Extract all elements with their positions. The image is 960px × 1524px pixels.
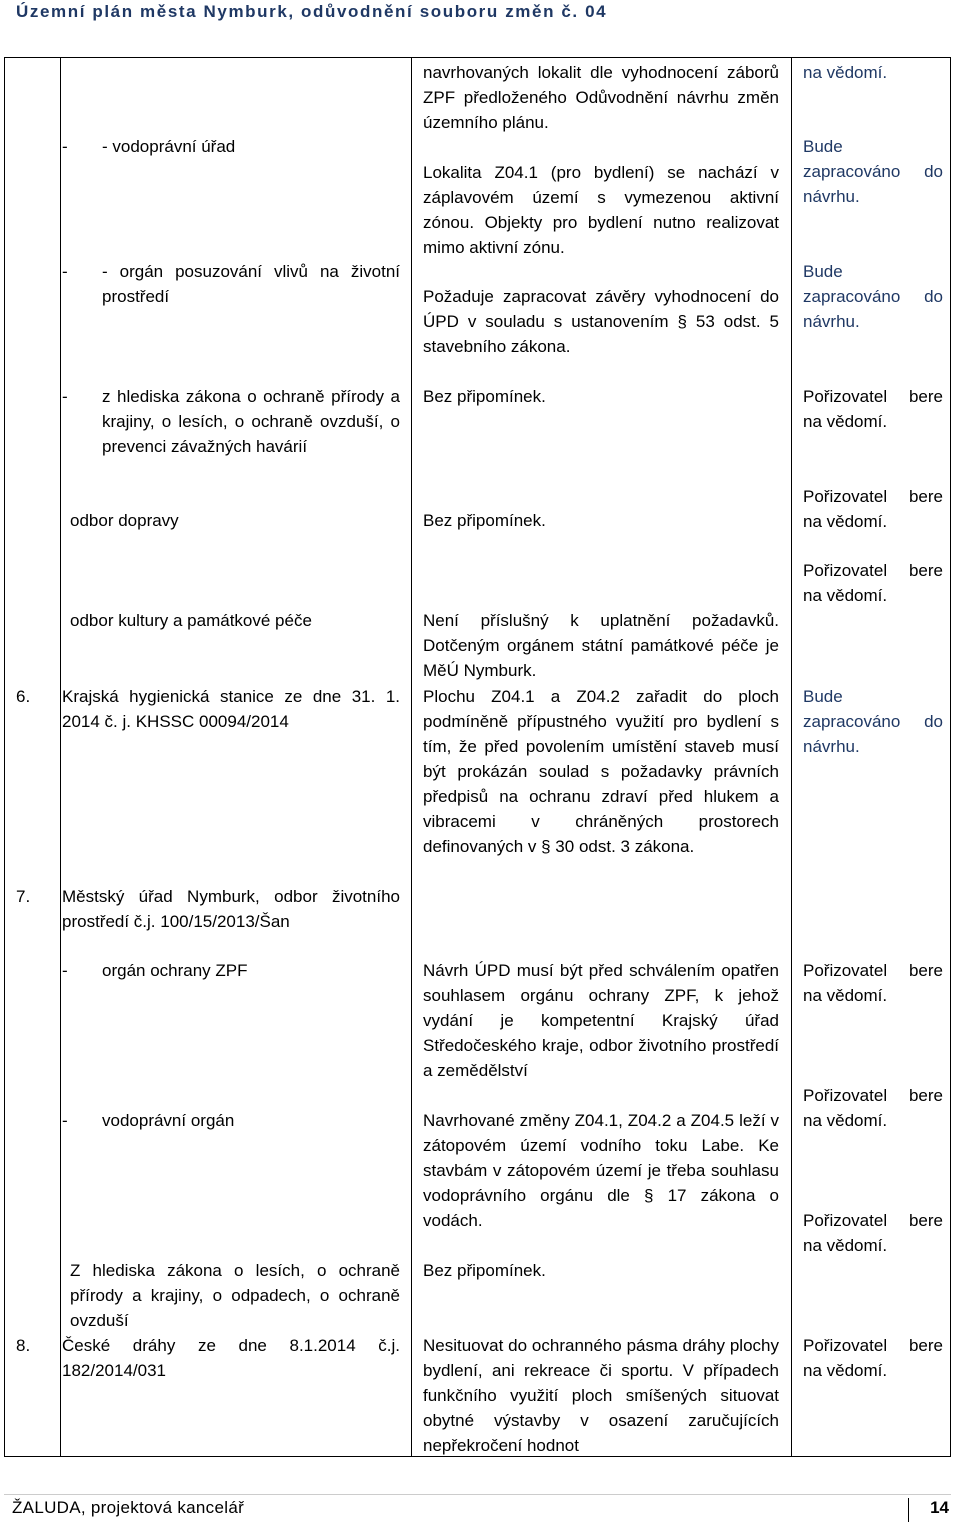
- item-organ-posuzovani-vlivu: - - orgán posuzování vlivů na životní prostředí: [62, 262, 400, 306]
- item-z-hlediska-zakona: Z hlediska zákona o lesích, o ochraně přírody a krajiny, o odpadech, o ochraně ovzduší: [70, 1261, 400, 1330]
- text-nesituovat: Nesituovat do ochranného pásma dráhy plochy bydlení, ani rekreace či sportu. V případech funkčního využití ploch smíšených situovat obytné výstavby v osazení zaručujících nepřekročení hodnot: [423, 1336, 779, 1455]
- text-bez-pripominek: Bez připomínek.: [423, 511, 546, 530]
- response-text: Bude zapracováno do návrhu.: [803, 687, 943, 756]
- column-divider: [791, 57, 792, 1457]
- response-text: Pořizovatel bere na vědomí.: [803, 487, 943, 531]
- text-plochu-z041: Plochu Z04.1 a Z04.2 zařadit do ploch podmíněně přípustného využití pro bydlení s tím, že před povolením umístění staveb musí být prokázán soulad s požadavky právních předpisů na ochranu zdraví před hlukem a vibracemi v chráněných prostorech definovaných v § 30 odst. 3 zákona.: [423, 687, 779, 856]
- item-vodopravni-urad: - - vodoprávní úřad: [62, 137, 236, 156]
- response-text: Pořizovatel bere na vědomí.: [803, 1086, 943, 1130]
- column-divider: [60, 57, 61, 1457]
- text-navrh-upd: Návrh ÚPD musí být před schválením opatřen souhlasem orgánu ochrany ZPF, k jehož vydání je kompetentní Krajský úřad Středočeského kraje, odbor životního prostředí a zemědělství: [423, 961, 779, 1080]
- response-text: na vědomí.: [803, 63, 888, 82]
- text-lokalita-z041: Lokalita Z04.1 (pro bydlení) se nachází v záplavovém území s vymezenou aktivní zónou. Objekty pro bydlení nutno realizovat mimo aktivní zónu.: [423, 163, 779, 257]
- text-neni-prislusny: Není příslušný k uplatnění požadavků. Dotčeným orgánem státní památkové péče je MěÚ Nymburk.: [423, 611, 779, 680]
- response-text: Pořizovatel bere na vědomí.: [803, 561, 943, 605]
- page-header-title: Územní plán města Nymburk, odůvodnění souboru změn č. 04: [16, 2, 608, 21]
- footer-company: ŽALUDA, projektová kancelář: [12, 1498, 245, 1517]
- item-odbor-dopravy: odbor dopravy: [70, 511, 179, 530]
- column-divider: [411, 57, 412, 1457]
- item-odbor-kultury: odbor kultury a památkové péče: [70, 611, 312, 630]
- row-number: 8.: [16, 1336, 31, 1355]
- text-navrhovane-zmeny: Navrhované změny Z04.1, Z04.2 a Z04.5 leží v zátopovém území vodního toku Labe. Ke stavbám v zátopovém území je třeba souhlasu vodoprávního orgánu dle § 17 zákona o vodách.: [423, 1111, 779, 1230]
- text-bez-pripominek: Bez připomínek.: [423, 387, 546, 406]
- footer-divider: [4, 1494, 951, 1495]
- page-number: 14: [908, 1498, 949, 1522]
- response-text: Pořizovatel bere na vědomí.: [803, 387, 943, 431]
- item-krajska-hygienicka-stanice: Krajská hygienická stanice ze dne 31. 1. 2014 č. j. KHSSC 00094/2014: [62, 687, 400, 731]
- item-ceske-drahy: České dráhy ze dne 8.1.2014 č.j. 182/2014/031: [62, 1336, 400, 1380]
- response-text: Bude zapracováno do návrhu.: [803, 262, 943, 331]
- response-text: Pořizovatel bere na vědomí.: [803, 1211, 943, 1255]
- row-number: 7.: [16, 887, 31, 906]
- row-number: 6.: [16, 687, 31, 706]
- item-ochrana-prirody: - z hlediska zákona o ochraně přírody a krajiny, o lesích, o ochraně ovzduší, o prevenci závažných havárií: [62, 387, 400, 456]
- item-vodopravni-organ: - vodoprávní orgán: [62, 1111, 235, 1130]
- response-text: Bude zapracováno do návrhu.: [803, 137, 943, 206]
- text-pozaduje-zapracovat: Požaduje zapracovat závěry vyhodnocení do ÚPD v souladu s ustanovením § 53 odst. 5 stavebního zákona.: [423, 287, 779, 356]
- item-mestsky-urad-nymburk: Městský úřad Nymburk, odbor životního prostředí č.j. 100/15/2013/Šan: [62, 887, 400, 931]
- text-bez-pripominek: Bez připomínek.: [423, 1261, 546, 1280]
- text-zabory-zpf: navrhovaných lokalit dle vyhodnocení záborů ZPF předloženého Odůvodnění návrhu změn územního plánu.: [423, 63, 779, 132]
- response-text: Pořizovatel bere na vědomí.: [803, 961, 943, 1005]
- item-organ-ochrany-zpf: - orgán ochrany ZPF: [62, 961, 248, 980]
- response-text: Pořizovatel bere na vědomí.: [803, 1336, 943, 1380]
